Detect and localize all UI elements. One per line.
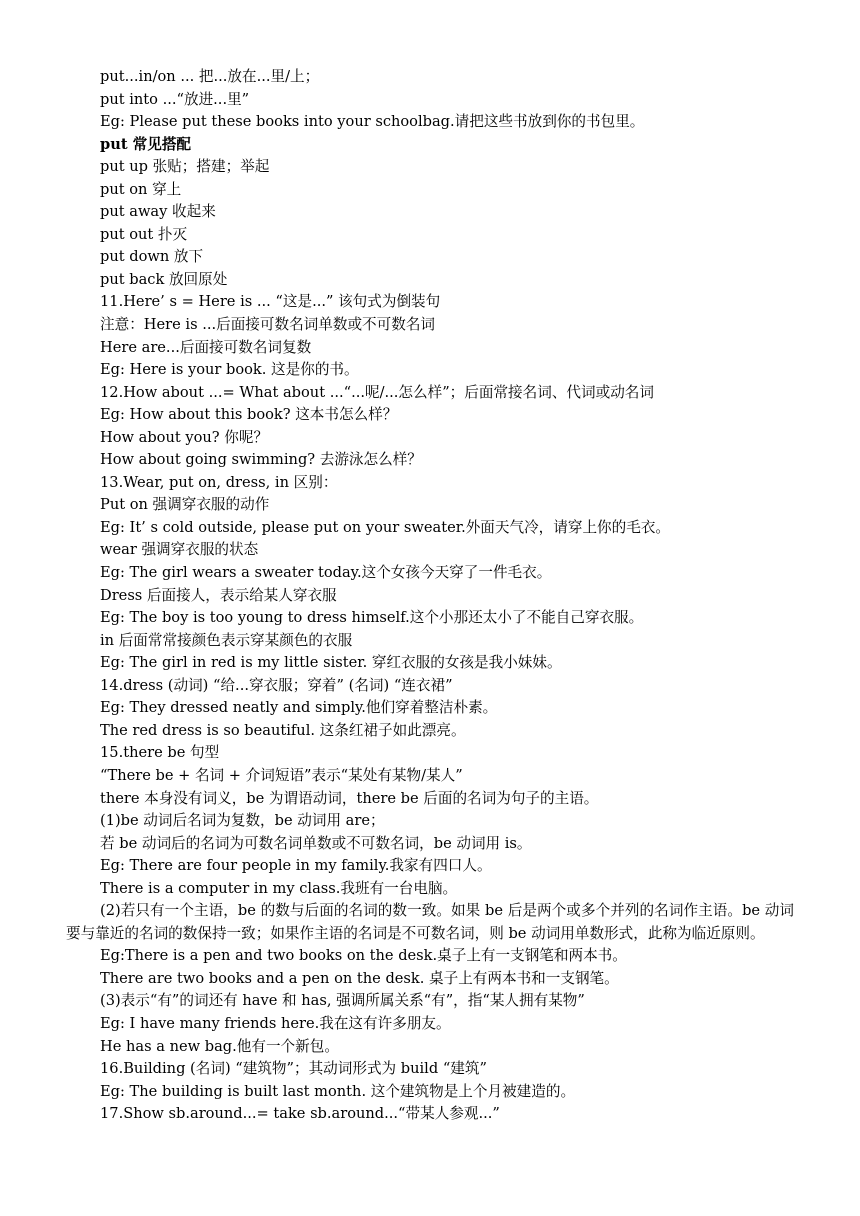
text-line: put on 穿上 — [100, 180, 182, 198]
example-line: Eg:There is a pen and two books on the desk.桌子上有一支钢笔和两本书。 — [100, 947, 627, 965]
numbered-item: 11.Here’ s = Here is ... “这是...” 该句式为倒装句 — [100, 293, 441, 311]
example-line: Eg: I have many friends here.我在这有许多朋友。 — [100, 1014, 451, 1032]
example-line: Eg: They dressed neatly and simply.他们穿着整洁朴素。 — [100, 699, 498, 717]
numbered-item: 12.How about ...= What about ...“...呢/...怎么样”；后面常接名词、代词或动名词 — [100, 383, 654, 401]
text-line: there 本身没有词义，be 为谓语动词，there be 后面的名词为句子的主语。 — [100, 789, 599, 807]
text-line: put up 张贴；搭建；举起 — [100, 158, 270, 176]
text-line: The red dress is so beautiful. 这条红裙子如此漂亮。 — [100, 721, 466, 739]
section-heading: put 常见搭配 — [100, 135, 192, 153]
document-body — [66, 66, 794, 1126]
paragraph: (2)若只有一个主语，be 的数与后面的名词的数一致。如果 be 后是两个或多个并列的名词作主语。be 动词要与靠近的名词的数保持一致；如果作主语的名词是不可数名词，则 be 动词用单数形式，此称为临近原则。 — [66, 902, 794, 942]
text-line: Put on 强调穿衣服的动作 — [100, 496, 270, 514]
text-line: (1)be 动词后名词为复数，be 动词用 are； — [100, 812, 385, 830]
example-line: Eg: The building is built last month. 这个建筑物是上个月被建造的。 — [100, 1082, 576, 1100]
example-line: Eg: The girl wears a sweater today.这个女孩今天穿了一件毛衣。 — [100, 564, 552, 582]
example-line: Eg: There are four people in my family.我家有四口人。 — [100, 857, 492, 875]
text-line: (3)表示“有”的词还有 have 和 has, 强调所属关系“有”，指“某人拥有某物” — [100, 992, 585, 1010]
text-line: There are two books and a pen on the desk. 桌子上有两本书和一支钢笔。 — [100, 969, 619, 987]
text-line: 注意：Here is ...后面接可数名词单数或不可数名词 — [100, 316, 436, 334]
text-line: put...in/on ... 把...放在...里/上； — [100, 68, 320, 85]
text-line: put into ...“放进...里” — [100, 90, 250, 108]
example-line: Eg: Please put these books into your schoolbag.请把这些书放到你的书包里。 — [100, 113, 645, 131]
numbered-item: 17.Show sb.around...= take sb.around...“带某人参观...” — [100, 1105, 500, 1123]
example-line: Eg: How about this book? 这本书怎么样？ — [100, 406, 398, 424]
numbered-item: 15.there be 句型 — [100, 744, 220, 762]
numbered-item: 13.Wear, put on, dress, in 区别： — [100, 473, 338, 491]
numbered-item: 16.Building (名词) “建筑物”；其动词形式为 build “建筑” — [100, 1060, 487, 1078]
text-line: put out 扑灭 — [100, 225, 188, 243]
text-line: in 后面常常接颜色表示穿某颜色的衣服 — [100, 631, 353, 649]
text-line: “There be + 名词 + 介词短语”表示“某处有某物/某人” — [100, 766, 463, 784]
text-line: 若 be 动词后的名词为可数名词单数或不可数名词，be 动词用 is。 — [100, 834, 532, 852]
example-line: Eg: The girl in red is my little sister. 穿红衣服的女孩是我小妹妹。 — [100, 654, 562, 672]
text-line: He has a new bag.他有一个新包。 — [100, 1037, 339, 1055]
text-line: There is a computer in my class.我班有一台电脑。 — [100, 879, 458, 897]
text-line: put back 放回原处 — [100, 270, 228, 288]
text-line: wear 强调穿衣服的状态 — [100, 541, 259, 559]
text-line: put down 放下 — [100, 248, 204, 266]
numbered-item: 14.dress (动词) “给...穿衣服；穿着” (名词) “连衣裙” — [100, 676, 453, 694]
text-line: How about you? 你呢？ — [100, 428, 269, 446]
text-line: Dress 后面接人，表示给某人穿衣服 — [100, 586, 337, 604]
text-line: How about going swimming? 去游泳怎么样？ — [100, 451, 422, 469]
example-line: Eg: Here is your book. 这是你的书。 — [100, 361, 359, 379]
text-line: Here are...后面接可数名词复数 — [100, 338, 312, 356]
text-line: put away 收起来 — [100, 203, 216, 221]
example-line: Eg: It’ s cold outside, please put on your sweater.外面天气冷，请穿上你的毛衣。 — [100, 518, 671, 536]
example-line: Eg: The boy is too young to dress himself.这个小那还太小了不能自己穿衣服。 — [100, 609, 644, 627]
